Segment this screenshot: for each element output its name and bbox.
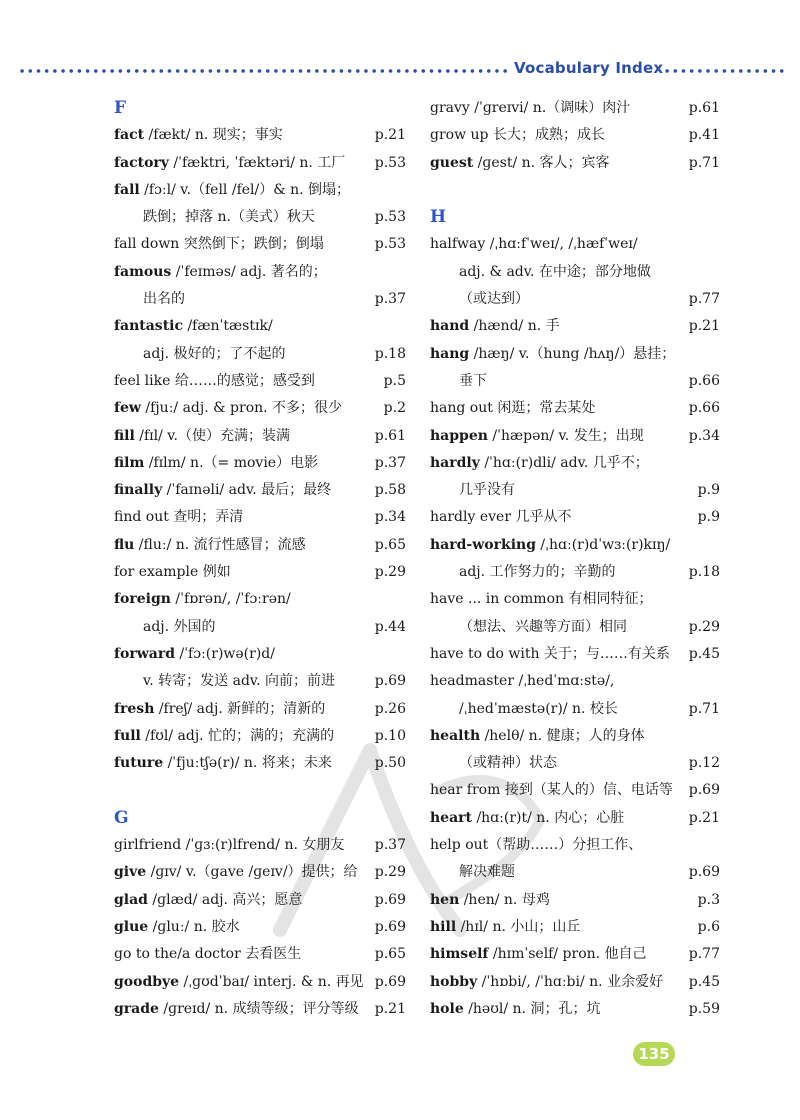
entry-definition: /ˌhɑː(r)dˈwɜː(r)kɪŋ/ [535,536,671,553]
entry-text [430,313,560,340]
vocab-entry [430,532,720,559]
page-reference: p.34 [688,427,720,444]
entry-continuation [114,341,406,368]
vocab-entry [114,941,406,968]
vocab-entry [114,477,406,504]
entry-text [143,286,185,313]
entry-continuation [114,668,406,695]
entry-definition: 垂下 [459,372,487,389]
vocab-entry [114,996,406,1023]
entry-text [430,668,614,695]
page-reference: p.61 [374,427,406,444]
entry-text [114,750,332,777]
dotted-rule-left [18,69,508,73]
entry-text [430,341,675,368]
entry-definition: have ... in common 有相同特征； [430,591,653,608]
entry-definition: go to the/a doctor 去看医生 [114,946,302,963]
entry-text [430,532,670,559]
entry-definition: /hænd/ n. 手 [469,318,560,335]
entry-text [114,696,325,723]
vocab-entry [114,586,406,613]
vocab-entry [114,259,406,286]
vocab-entry [430,395,720,422]
vocab-entry [430,668,720,695]
page-reference: p.5 [383,372,406,389]
section-letter: H [430,207,447,228]
page-number-badge: 135 [633,1042,675,1066]
vocab-entry [430,150,720,177]
vocab-entry [430,450,720,477]
entry-definition: /fɔːl/ v.（fell /fel/）& n. 倒塌； [139,181,351,198]
page-reference: p.21 [374,127,406,144]
headword: hobby [430,973,478,990]
vocab-entry [430,805,720,832]
entry-text [143,341,286,368]
section-letter: G [114,807,129,828]
entry-definition: /hæŋ/ v.（hung /hʌŋ/）悬挂； [469,345,676,362]
headword: himself [430,946,489,963]
entry-text [459,259,651,286]
entry-definition: grow up 长大；成熟；成长 [430,127,605,144]
page-reference: p.77 [688,946,720,963]
entry-text [114,859,358,886]
entry-definition: have to do with 关于；与……有关系 [430,645,670,662]
page-reference: p.69 [688,864,720,881]
entry-text [114,477,331,504]
vocab-entry [430,341,720,368]
headword: finally [114,482,163,499]
entry-definition: /ɡlæd/ adj. 高兴；愿意 [147,891,303,908]
vocab-entry [114,859,406,886]
vocab-entry [430,832,720,859]
vocab-entry [114,914,406,941]
entry-definition: /fækt/ n. 现实；事实 [144,127,283,144]
entry-definition: fall down 突然倒下；跌倒；倒塌 [114,236,324,253]
dotted-rule-right [663,69,785,73]
entry-continuation [430,859,720,886]
page-reference: p.12 [688,755,720,772]
entry-text [459,368,487,395]
entry-text [430,887,550,914]
entry-text [459,859,515,886]
headword: goodbye [114,973,180,990]
vocab-entry [430,586,720,613]
entry-text [430,95,630,122]
page-reference: p.58 [374,482,406,499]
entry-text [114,450,318,477]
entry-text [143,614,216,641]
entry-definition: /ˈhɑː(r)dli/ adv. 几乎不； [479,454,649,471]
entry-definition: （想法、兴趣等方面）相同 [459,618,627,635]
section-gap [430,177,720,204]
entry-definition: /ˈfɒrən/, /ˈfɔːrən/ [170,591,291,608]
entry-continuation [114,286,406,313]
headword: health [430,727,481,744]
entry-definition: 几乎没有 [459,482,515,499]
page-reference: p.10 [374,727,406,744]
page-reference: p.9 [697,482,720,499]
vocab-entry [430,231,720,258]
entry-text [114,532,306,559]
entry-text [114,368,315,395]
page-reference: p.66 [688,400,720,417]
page-reference: p.65 [374,536,406,553]
headword: grade [114,1000,159,1017]
page-reference: p.69 [374,918,406,935]
entry-definition: adj. 外国的 [143,618,216,635]
entry-text [430,969,663,996]
entry-text [430,914,580,941]
entry-text [143,668,335,695]
entry-definition: girlfriend /ˈɡɜː(r)lfrend/ n. 女朋友 [114,837,345,854]
entry-continuation [114,614,406,641]
page-reference: p.61 [688,100,720,116]
headword: factory [114,154,169,171]
headword: hill [430,918,457,935]
headword: fantastic [114,318,184,335]
headword: give [114,864,147,881]
entry-continuation [430,696,720,723]
entry-text [114,641,275,668]
page-reference: p.29 [374,564,406,581]
page-reference: p.21 [688,318,720,335]
entry-text [430,941,647,968]
page-reference: p.6 [697,918,720,935]
page-reference: p.45 [688,973,720,990]
entry-text [459,559,616,586]
entry-text [430,122,605,149]
headword: few [114,400,141,417]
entry-text [114,996,359,1023]
vocab-entry [114,532,406,559]
page-reference: p.71 [688,700,720,717]
entry-definition: 解决难题 [459,864,515,881]
page-reference: p.18 [688,564,720,581]
headword: fill [114,427,135,444]
headword: future [114,755,164,772]
entry-text [114,423,290,450]
entry-definition: （或精神）状态 [459,755,557,772]
vocab-entry [430,423,720,450]
vocab-entry [430,504,720,531]
headword: flu [114,536,135,553]
page-reference: p.53 [374,209,406,226]
page-reference: p.37 [374,837,406,854]
headword: glue [114,918,149,935]
entry-text [114,969,364,996]
page-reference: p.66 [688,372,720,389]
entry-text [430,832,642,859]
entry-definition: /ˈhæpən/ v. 发生；出现 [487,427,644,444]
headword: hand [430,318,470,335]
headword: hen [430,891,460,908]
headword: heart [430,809,472,826]
entry-text [114,259,327,286]
entry-definition: /ɡest/ n. 客人；宾客 [473,154,610,171]
entry-continuation [430,614,720,641]
headword: hardly [430,454,480,471]
page-reference: p.2 [383,400,406,417]
entry-definition: feel like 给……的感觉；感受到 [114,372,315,389]
vocab-entry [430,777,720,804]
entry-definition: /fɪlm/ n.（= movie）电影 [144,454,319,471]
page-reference: p.65 [374,946,406,963]
entry-definition: /ˈfɔː(r)wə(r)d/ [175,645,275,662]
entry-text [430,150,610,177]
vocab-entry [114,423,406,450]
headword: full [114,727,141,744]
page-reference: p.9 [697,509,720,526]
entry-text [114,832,344,859]
entry-text [114,231,324,258]
page-reference: p.29 [688,618,720,635]
entry-definition: /hɑː(r)t/ n. 内心；心脏 [472,809,625,826]
entry-text [459,477,515,504]
vocab-entry [114,832,406,859]
vocab-entry [114,122,406,149]
entry-text [430,996,600,1023]
page-reference: p.18 [374,345,406,362]
entry-definition: /fʊl/ adj. 忙的；满的；充满的 [140,727,335,744]
entry-text [143,204,315,231]
entry-text [430,504,571,531]
vocab-entry [430,914,720,941]
entry-continuation [430,750,720,777]
headword: forward [114,645,176,662]
page-reference: p.53 [374,236,406,253]
page-reference: p.69 [688,782,720,799]
entry-text [114,395,342,422]
page-header [0,58,800,82]
entry-text [430,723,645,750]
page-reference: p.26 [374,700,406,717]
entry-text [114,150,345,177]
entry-definition: hear from 接到（某人的）信、电话等 [430,782,673,799]
page-reference: p.69 [374,891,406,908]
entry-definition: halfway /ˌhɑːfˈweɪ/, /ˌhæfˈweɪ/ [430,236,638,253]
entry-continuation [430,368,720,395]
entry-definition: /ɡɪv/ v.（gave /ɡeɪv/）提供；给 [146,864,358,881]
vocab-entry [114,750,406,777]
entry-definition: find out 查明；弄清 [114,509,244,526]
vocab-entry [114,150,406,177]
vocab-column-left [114,95,406,1023]
entry-definition: adj. 工作努力的；辛勤的 [459,564,616,581]
entry-definition: help out（帮助……）分担工作、 [430,837,643,854]
headword: famous [114,263,172,280]
vocab-entry [114,969,406,996]
page-reference: p.77 [688,291,720,308]
vocab-column-right [430,95,720,1023]
entry-text [459,614,627,641]
entry-definition: 跌倒；掉落 n.（美式）秋天 [143,209,315,226]
entry-text [459,286,529,313]
page-reference: p.3 [697,891,720,908]
vocab-entry [114,887,406,914]
entry-definition: /fluː/ n. 流行性感冒；流感 [134,536,306,553]
page-reference: p.59 [688,1000,720,1017]
page-reference: p.37 [374,291,406,308]
entry-continuation [114,204,406,231]
entry-text [114,914,240,941]
vocab-entry [430,641,720,668]
entry-definition: /ˈfjuːtʃə(r)/ n. 将来；未来 [163,755,332,772]
vocab-entry [114,450,406,477]
vocab-entry [430,313,720,340]
entry-text [114,941,301,968]
entry-definition: /fænˈtæstɪk/ [183,318,273,335]
entry-definition: headmaster /ˌhedˈmɑːstə/, [430,673,615,690]
entry-definition: /fjuː/ adj. & pron. 不多；很少 [140,400,343,417]
page-reference: p.41 [688,127,720,144]
vocab-entry [430,95,720,122]
vocab-entry [114,504,406,531]
entry-definition: /freʃ/ adj. 新鲜的；清新的 [154,700,326,717]
entry-definition: /helθ/ n. 健康；人的身体 [480,727,645,744]
vocab-entry [430,969,720,996]
page-reference: p.69 [374,973,406,990]
section-letter: F [114,98,127,118]
headword: fresh [114,700,155,717]
entry-continuation [430,286,720,313]
headword: foreign [114,591,171,608]
entry-text [114,177,350,204]
entry-definition: hardly ever 几乎从不 [430,509,572,526]
headword: film [114,454,145,471]
entry-definition: /hɪmˈself/ pron. 他自己 [488,946,647,963]
entry-definition: /ˈfæktri, ˈfæktəri/ n. 工厂 [168,154,346,171]
vocab-entry [114,395,406,422]
entry-definition: （或达到） [459,291,529,308]
entry-definition: 出名的 [143,291,185,308]
page-reference: p.29 [374,864,406,881]
page-reference: p.21 [374,1000,406,1017]
page-reference: p.53 [374,154,406,171]
entry-definition: /hɪl/ n. 小山；山丘 [456,918,581,935]
entry-definition: /ˈfaɪnəli/ adv. 最后；最终 [162,482,332,499]
entry-definition: /ˌhedˈmæstə(r)/ n. 校长 [459,700,618,717]
page-reference: p.45 [688,645,720,662]
entry-text [430,586,652,613]
vocab-entry [114,177,406,204]
page-reference: p.21 [688,809,720,826]
entry-text [114,586,291,613]
page-reference: p.44 [374,618,406,635]
entry-definition: /həʊl/ n. 洞；孔；坑 [463,1000,601,1017]
entry-continuation [430,559,720,586]
entry-continuation [430,477,720,504]
entry-definition: gravy /ˈɡreɪvi/ n.（调味）肉汁 [430,100,631,116]
entry-text [114,559,231,586]
entry-definition: adj. 极好的；了不起的 [143,345,286,362]
vocab-entry [114,313,406,340]
page-reference: p.34 [374,509,406,526]
entry-text [114,313,273,340]
vocab-entry [430,941,720,968]
entry-definition: /ˈfeɪməs/ adj. 著名的； [171,263,327,280]
header-title: Vocabulary Index [514,59,664,77]
headword: happen [430,427,488,444]
vocab-entry [430,723,720,750]
entry-definition: /hen/ n. 母鸡 [459,891,550,908]
entry-text [430,231,638,258]
entry-definition: /ˌɡʊdˈbaɪ/ interj. & n. 再见 [179,973,364,990]
vocab-entry [114,696,406,723]
entry-text [114,504,243,531]
headword: hard-working [430,536,536,553]
entry-definition: for example 例如 [114,564,231,581]
page-reference: p.50 [374,755,406,772]
entry-text [430,805,624,832]
page-reference: p.71 [688,154,720,171]
vocab-entry [114,641,406,668]
entry-text [459,750,557,777]
headword: fall [114,181,140,198]
entry-text [430,450,649,477]
page-reference: p.69 [374,673,406,690]
entry-text [114,887,302,914]
headword: guest [430,154,474,171]
entry-text [114,723,334,750]
vocab-entry [430,996,720,1023]
vocab-entry [114,723,406,750]
section-gap [114,777,406,804]
entry-text [114,122,283,149]
headword: glad [114,891,148,908]
vocab-entry [430,122,720,149]
entry-definition: hang out 闲逛；常去某处 [430,400,596,417]
entry-text [459,696,618,723]
entry-text [430,641,670,668]
headword: fact [114,127,145,144]
headword: hang [430,345,470,362]
entry-definition: v. 转寄；发送 adv. 向前；前进 [143,673,336,690]
headword: hole [430,1000,464,1017]
entry-definition: /ɡreɪd/ n. 成绩等级；评分等级 [158,1000,359,1017]
page-reference: p.37 [374,454,406,471]
entry-definition: /ɡluː/ n. 胶水 [148,918,240,935]
entry-text [430,395,595,422]
vocab-entry [114,368,406,395]
entry-text [430,423,644,450]
vocab-entry [430,887,720,914]
vocab-entry [114,231,406,258]
entry-text [430,777,673,804]
entry-definition: /fɪl/ v.（使）充满；装满 [134,427,290,444]
entry-definition: /ˈhɒbi/, /ˈhɑːbi/ n. 业余爱好 [477,973,664,990]
entry-definition: adj. & adv. 在中途；部分地做 [459,263,651,280]
vocab-entry [114,559,406,586]
entry-continuation [430,259,720,286]
